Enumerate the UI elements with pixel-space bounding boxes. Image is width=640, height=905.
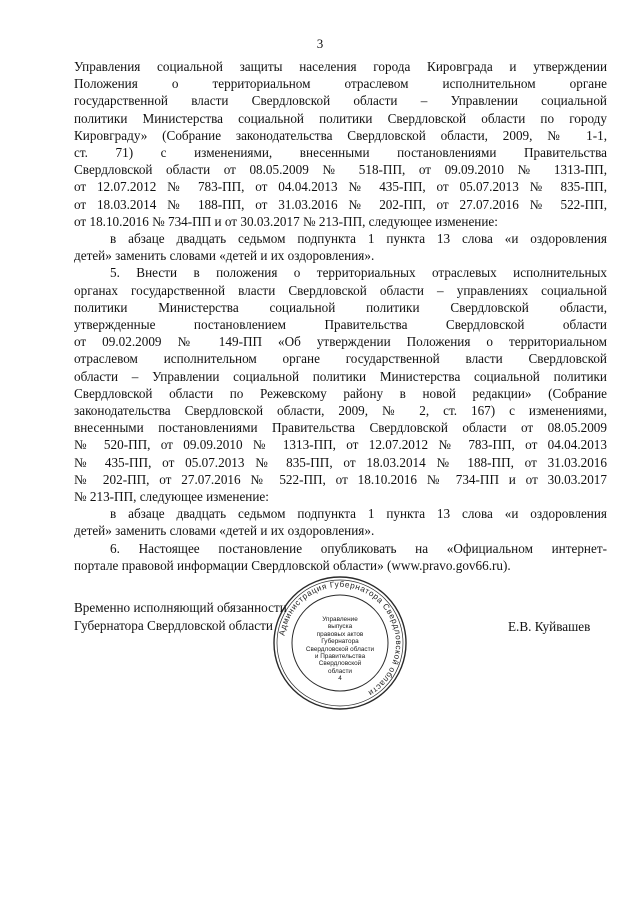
text-line: утвержденные постановлением Правительства Свердловской области <box>74 317 607 333</box>
text-line: № 520-ПП, от 09.09.2010 № 1313-ПП, от 12.07.2012 № 783-ПП, от 04.04.2013 <box>74 437 607 453</box>
stamp-center-text <box>300 616 380 683</box>
text-line: 6. Настоящее постановление опубликовать на «Официальном интернет- <box>110 540 607 556</box>
signatory-title-line: Временно исполняющий обязанности <box>74 600 287 615</box>
text-line: внесенными постановлениями Правительства Свердловской области от 08.05.2009 <box>74 420 607 436</box>
stamp-line: Губернатора <box>321 638 359 646</box>
stamp-ring-text: Администрация Губернатора Свердловской области <box>277 579 404 698</box>
text-line: Кировграду» (Собрание законодательства Свердловской области, 2009, № 1-1, <box>74 127 607 143</box>
signatory-title <box>74 599 287 635</box>
text-line: области – Управлении социальной политики Министерства социальной политики <box>74 368 607 384</box>
stamp-line: и Правительства <box>314 653 366 661</box>
text-line: детей» заменить словами «детей и их оздоровления». <box>74 523 375 539</box>
stamp-line: правовых актов <box>316 630 364 638</box>
signatory-name: Е.В. Куйвашев <box>508 619 591 634</box>
text-line: № 202-ПП, от 27.07.2016 № 522-ПП, от 18.10.2016 № 734-ПП и от 30.03.2017 <box>74 471 607 487</box>
text-line: № 435-ПП, от 05.07.2013 № 835-ПП, от 18.03.2014 № 188-ПП, от 31.03.2016 <box>74 454 607 470</box>
text-line: от 18.10.2016 № 734-ПП и от 30.03.2017 № 213-ПП, следующее изменение: <box>74 213 498 229</box>
text-line: от 18.03.2014 № 188-ПП, от 31.03.2016 № 202-ПП, от 27.07.2016 № 522-ПП, <box>74 196 607 212</box>
page-number: 3 <box>316 36 324 51</box>
text-line: детей» заменить словами «детей и их оздоровления». <box>74 248 375 264</box>
text-line: Управления социальной защиты населения города Кировграда и утверждении <box>74 59 607 74</box>
text-line: законодательства Свердловской области, 2009, № 2, ст. 167) с изменениями, <box>74 403 607 419</box>
body-text <box>74 58 607 574</box>
text-line: государственной власти Свердловской области – Управлении социальной <box>74 93 607 109</box>
text-line: в абзаце двадцать седьмом подпункта 1 пункта 13 слова «и оздоровления <box>110 506 607 522</box>
text-line: Свердловской области от 08.05.2009 № 518-ПП, от 09.09.2010 № 1313-ПП, <box>74 162 607 178</box>
text-line: ст. 71) с изменениями, внесенными постановлениями Правительства <box>74 145 607 161</box>
text-line: Положения о территориальном отраслевом исполнительном органе <box>74 76 607 92</box>
stamp-line: 4 <box>338 675 342 683</box>
text-line: органах государственной власти Свердловской области – управлениях социальной <box>74 282 607 298</box>
text-line: № 213-ПП, следующее изменение: <box>74 489 269 505</box>
text-line: от 09.02.2009 № 149-ПП «Об утверждении Положения о территориальном <box>74 334 607 350</box>
text-line: Свердловской области по Режевскому району в новой редакции» (Собрание <box>74 385 607 401</box>
stamp-line: Свердловской <box>318 660 362 668</box>
stamp-line: Управление <box>322 616 358 623</box>
text-line: портале правовой информации Свердловской области» (www.pravo.gov66.ru). <box>74 557 511 573</box>
text-line: от 12.07.2012 № 783-ПП, от 04.04.2013 № 435-ПП, от 05.07.2013 № 835-ПП, <box>74 179 607 195</box>
text-line: 5. Внести в положения о территориальных отраслевых исполнительных <box>110 265 607 281</box>
stamp-line: области <box>328 667 352 675</box>
text-line: политики Министерства социальной политики Свердловской области по городу <box>74 110 607 126</box>
stamp-line: выпуска <box>327 623 353 631</box>
text-line: в абзаце двадцать седьмом подпункта 1 пункта 13 слова «и оздоровления <box>110 231 607 247</box>
text-line: отраслевом исполнительном органе государственной власти Свердловской <box>74 351 607 367</box>
stamp-line: Свердловской области <box>305 645 375 653</box>
text-line: политики Министерства социальной политики Свердловской области, <box>74 299 607 315</box>
signatory-title-line: Губернатора Свердловской области <box>74 618 273 633</box>
